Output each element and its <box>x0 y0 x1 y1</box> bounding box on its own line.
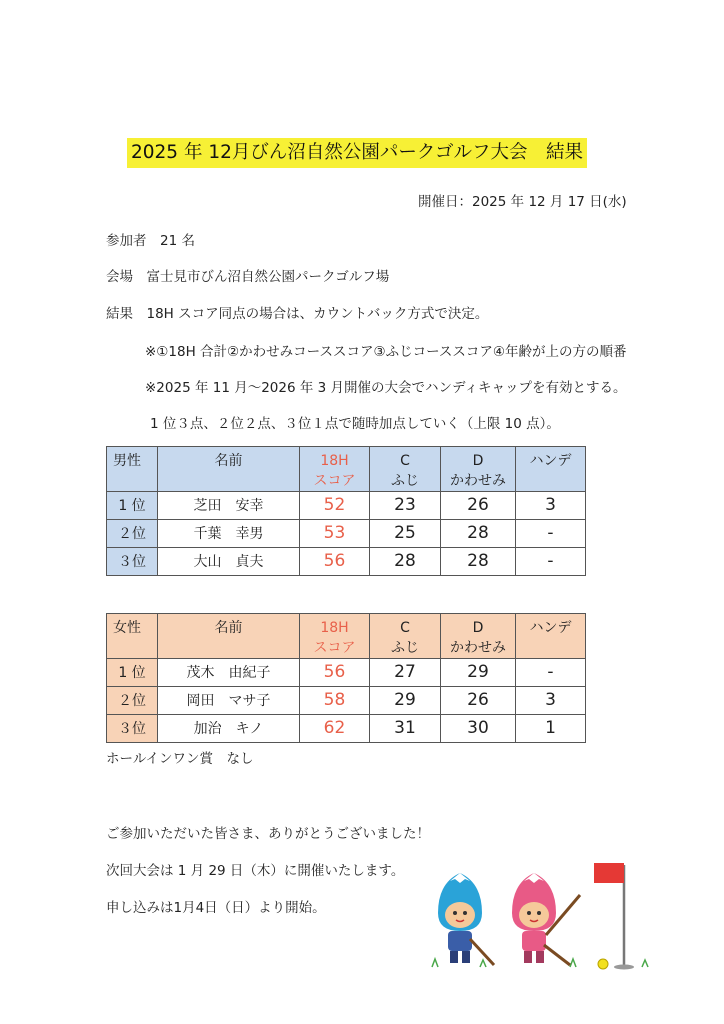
handicap: - <box>516 548 586 576</box>
rank: ３位 <box>107 715 158 743</box>
c-score: 28 <box>370 548 441 576</box>
men-results-table <box>106 446 586 576</box>
women-gender-label: 女性 <box>107 614 158 659</box>
golf-flag-icon <box>594 863 634 970</box>
blue-mascot-icon <box>438 873 494 965</box>
col-d-header: D かわせみ <box>441 614 516 659</box>
d-score: 30 <box>441 715 516 743</box>
d-score: 28 <box>441 520 516 548</box>
women-header-row <box>107 614 586 659</box>
d-score: 26 <box>441 492 516 520</box>
col-c-header: C ふじ <box>370 447 441 492</box>
handicap-note: ※2025 年 11 月～2026 年 3 月開催の大会でハンディキャップを有効とする。 <box>145 380 627 396</box>
c-score: 27 <box>370 659 441 687</box>
hole-in-one: ホールインワン賞 なし <box>106 751 254 767</box>
mascot-illustration <box>420 855 655 980</box>
player-name: 大山 貞夫 <box>158 548 300 576</box>
handicap: - <box>516 659 586 687</box>
rank: ２位 <box>107 520 158 548</box>
next-event: 次回大会は 1 月 29 日（木）に開催いたします。 <box>106 863 405 879</box>
venue: 会場 富士見市びん沼自然公園パークゴルフ場 <box>106 269 390 285</box>
player-name: 芝田 安幸 <box>158 492 300 520</box>
pink-mascot-icon <box>512 873 580 965</box>
c-score: 23 <box>370 492 441 520</box>
col-name-header: 名前 <box>158 614 300 659</box>
table-row <box>107 715 586 743</box>
total-score: 62 <box>300 715 370 743</box>
application-start: 申し込みは1月4日（日）より開始。 <box>106 900 326 916</box>
handicap: 3 <box>516 687 586 715</box>
men-gender-label: 男性 <box>107 447 158 492</box>
men-header-row <box>107 447 586 492</box>
col-score-header: 18H スコア <box>300 614 370 659</box>
c-score: 29 <box>370 687 441 715</box>
tiebreak-order: ※①18H 合計②かわせみコーススコア③ふじコーススコア④年齢が上の方の順番 <box>145 344 627 360</box>
player-name: 茂木 由紀子 <box>158 659 300 687</box>
player-name: 千葉 幸男 <box>158 520 300 548</box>
page-title: 2025 年 12月びん沼自然公園パークゴルフ大会 結果 <box>127 138 587 168</box>
rank: ３位 <box>107 548 158 576</box>
golf-ball-icon <box>598 959 608 969</box>
total-score: 58 <box>300 687 370 715</box>
result-note: 結果 18H スコア同点の場合は、カウントバック方式で決定。 <box>106 306 489 322</box>
c-score: 25 <box>370 520 441 548</box>
col-handicap-header: ハンデ <box>516 614 586 659</box>
total-score: 52 <box>300 492 370 520</box>
handicap: 1 <box>516 715 586 743</box>
col-d-header: D かわせみ <box>441 447 516 492</box>
total-score: 56 <box>300 548 370 576</box>
table-row <box>107 492 586 520</box>
participants: 参加者 21 名 <box>106 233 195 249</box>
rank: 1 位 <box>107 492 158 520</box>
rank: 1 位 <box>107 659 158 687</box>
d-score: 28 <box>441 548 516 576</box>
col-name-header: 名前 <box>158 447 300 492</box>
col-c-header: C ふじ <box>370 614 441 659</box>
table-row <box>107 687 586 715</box>
total-score: 56 <box>300 659 370 687</box>
c-score: 31 <box>370 715 441 743</box>
table-row <box>107 548 586 576</box>
table-row <box>107 659 586 687</box>
rank: ２位 <box>107 687 158 715</box>
player-name: 岡田 マサ子 <box>158 687 300 715</box>
thanks-message: ご参加いただいた皆さま、ありがとうございました！ <box>106 826 430 842</box>
d-score: 26 <box>441 687 516 715</box>
women-results-table <box>106 613 586 743</box>
player-name: 加治 キノ <box>158 715 300 743</box>
event-date: 開催日：2025 年 12 月 17 日(水) <box>418 194 627 210</box>
points-note: 1 位３点、２位２点、３位１点で随時加点していく（上限 10 点）。 <box>150 416 560 432</box>
table-row <box>107 520 586 548</box>
d-score: 29 <box>441 659 516 687</box>
handicap: - <box>516 520 586 548</box>
handicap: 3 <box>516 492 586 520</box>
col-score-header: 18H スコア <box>300 447 370 492</box>
col-handicap-header: ハンデ <box>516 447 586 492</box>
total-score: 53 <box>300 520 370 548</box>
